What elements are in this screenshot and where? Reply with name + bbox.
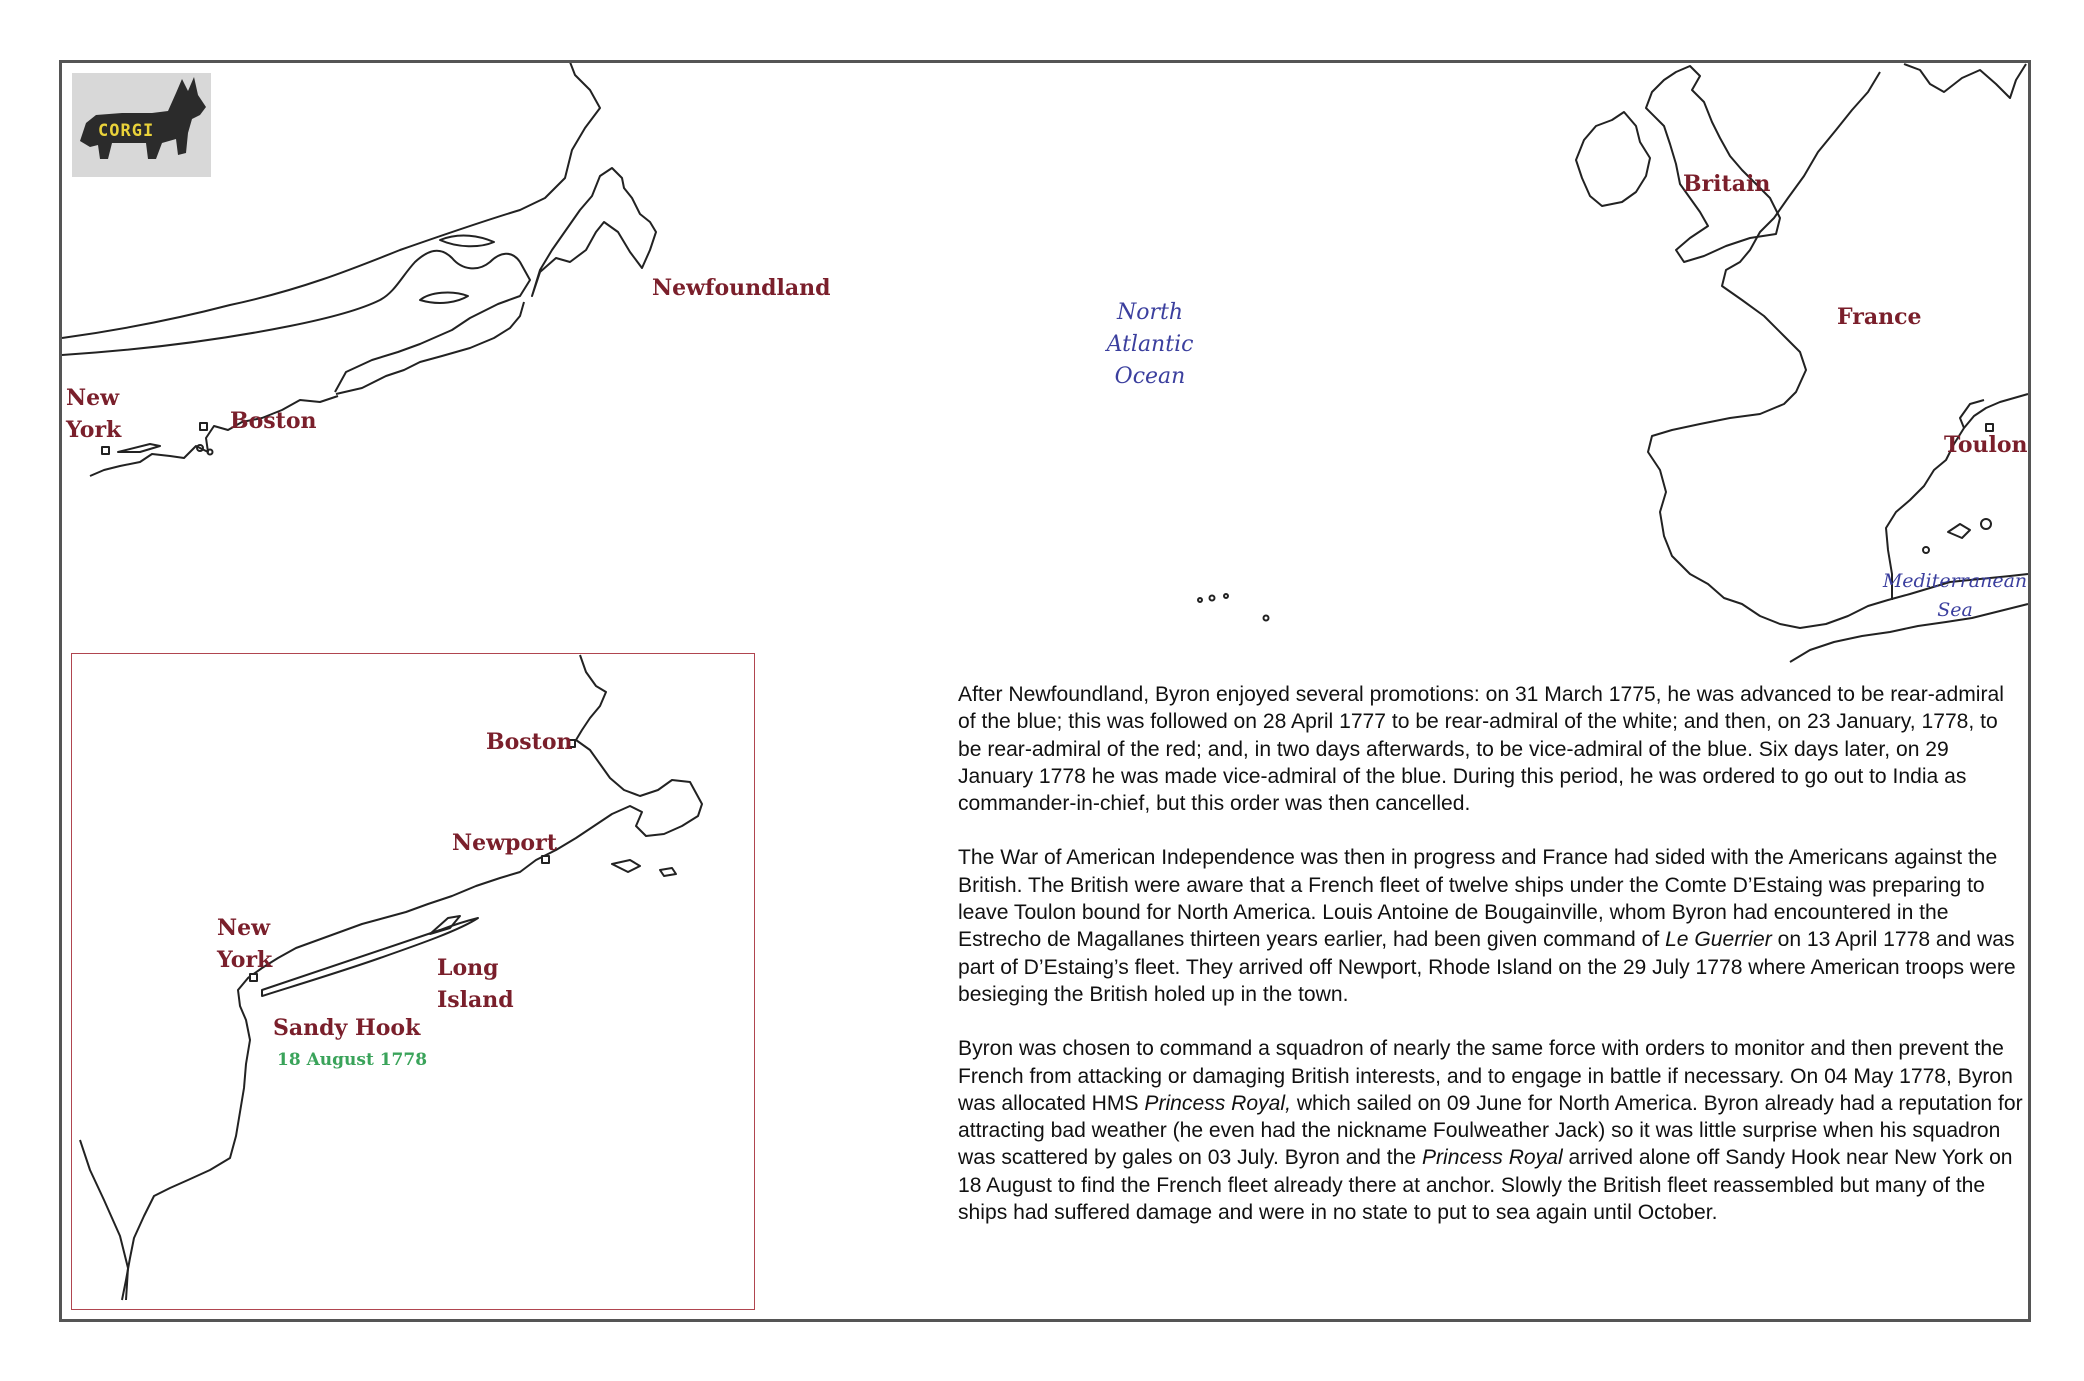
inset-label-sandy-hook: Sandy Hook xyxy=(273,1015,421,1041)
label-britain: Britain xyxy=(1683,171,1771,197)
inset-map-box xyxy=(71,653,755,1310)
story-text-run: arrived alone off Sandy Hook near New York on 18 August to find the French fleet already there at anchor. Slowly the British fleet reassembled but many of the ships had suffered damage and were in no state to put to sea again until October. xyxy=(958,1146,2013,1225)
story-text-run: on 13 April 1778 and was part of D’Estaing’s fleet. They arrived off Newport, Rhode Island on the 29 July 1778 where American troops were besieging the British holed up in the town. xyxy=(958,928,2016,1006)
inset-label-newport: Newport xyxy=(452,830,557,856)
label-toulon: Toulon xyxy=(1944,432,2028,458)
inset-label-boston: Boston xyxy=(486,729,573,755)
ship-name: Princess Royal, xyxy=(1144,1091,1291,1115)
label-boston: Boston xyxy=(230,408,317,434)
label-north-atlantic-ocean: North Atlantic Ocean xyxy=(1106,300,1194,389)
inset-label-new-york: New York xyxy=(217,915,273,973)
inset-label-long-island: Long Island xyxy=(437,955,514,1013)
story-text xyxy=(958,681,2024,1226)
story-text-run: The War of American Independence was then in progress and France had sided with the Americans against the British. The British were aware that a French fleet of twelve ships under the Comte D’Estaing was preparing to leave Toulon bound for North America. Louis Antoine de Bougainville, whom Byron had encountered in the Estrecho de Magallanes thirteen years earlier, had been given command of xyxy=(958,846,1998,952)
story-text-run: Byron was chosen to command a squadron of nearly the same force with orders to monitor and then prevent the French from attacking or damaging British interests, and to engage in battle if necessary. On 04 May 1778, Byron was allocated HMS xyxy=(958,1037,2013,1115)
inset-event-date: 18 August 1778 xyxy=(277,1050,428,1070)
ship-name: Le Guerrier xyxy=(1665,928,1772,952)
corgi-logo xyxy=(72,73,211,177)
label-new-york: New York xyxy=(66,385,122,443)
ship-name: Princess Royal xyxy=(1421,1146,1563,1170)
story-paragraph-1: After Newfoundland, Byron enjoyed several promotions: on 31 March 1775, he was advanced to be rear-admiral of the blue; this was followed on 28 April 1777 to be rear-admiral of the white; and then, on 23 January, 1778, to be rear-admiral of the red; and, in two days afterwards, to be vice-admiral of the blue. Six days later, on 29 January 1778 he was made vice-admiral of the blue. During this period, he was ordered to go out to India as commander-in-chief, but this order was then cancelled. xyxy=(958,683,2004,816)
label-newfoundland: Newfoundland xyxy=(652,275,831,301)
label-mediterranean-sea: Mediterranean Sea xyxy=(1882,570,2028,621)
logo-text: CORGI xyxy=(98,121,155,141)
story-paragraph-2 xyxy=(958,844,2024,1008)
story-paragraph-3 xyxy=(958,1035,2024,1226)
label-france: France xyxy=(1837,304,1922,330)
story-text-run: which sailed on 09 June for North America. Byron already had a reputation for attracting bad weather (he even had the nickname Foulweather Jack) so it was little surprise when his squadron was scattered by gales on 03 July. Byron and the xyxy=(958,1091,2023,1170)
